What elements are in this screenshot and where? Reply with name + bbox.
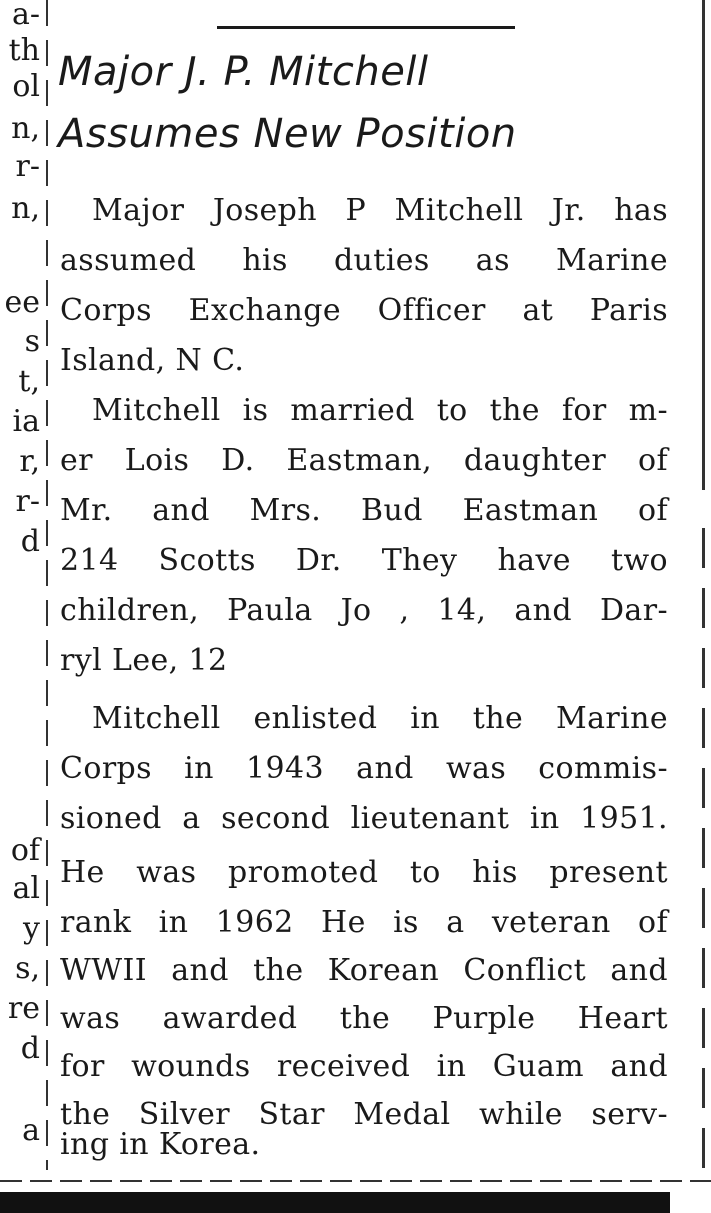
fragment-text: n, xyxy=(11,111,40,146)
body-line: rank in 1962 He is a veteran of xyxy=(60,905,668,940)
fragment-text: r- xyxy=(15,149,40,184)
fragment-text: ol xyxy=(12,69,40,104)
bottom-black-bar xyxy=(0,1192,670,1213)
fragment-text: ee xyxy=(4,285,40,320)
bottom-dashed-rule xyxy=(0,1180,711,1182)
fragment-text: d xyxy=(20,524,40,559)
fragment-text: ia xyxy=(12,404,40,439)
body-line: ing in Korea. xyxy=(60,1127,261,1162)
fragment-text: al xyxy=(12,871,40,906)
body-line: assumed his duties as Marine xyxy=(60,243,668,278)
fragment-text: t, xyxy=(18,364,40,399)
body-line: sioned a second lieutenant in 1951. xyxy=(60,801,668,836)
column-divider-right-lower xyxy=(702,528,705,1178)
fragment-text: a xyxy=(22,1113,40,1148)
adjacent-column-fragments xyxy=(0,0,44,1213)
body-line: for wounds received in Guam and xyxy=(60,1049,668,1084)
fragment-text: th xyxy=(8,33,40,68)
body-line: Mitchell is married to the for m- xyxy=(92,393,668,428)
fragment-text: a- xyxy=(11,0,40,32)
fragment-text: of xyxy=(10,833,40,868)
body-line: 214 Scotts Dr. They have two xyxy=(60,543,668,578)
column-divider-right-upper xyxy=(702,0,705,490)
headline-line-2: Assumes New Position xyxy=(58,111,517,157)
body-line: Mr. and Mrs. Bud Eastman of xyxy=(60,493,668,528)
fragment-text: r, xyxy=(19,444,40,479)
fragment-text: n, xyxy=(11,191,40,226)
body-line: He was promoted to his present xyxy=(60,855,668,890)
body-line: children, Paula Jo , 14, and Dar- xyxy=(60,593,668,628)
fragment-text: y xyxy=(23,911,40,946)
body-line: WWII and the Korean Conflict and xyxy=(60,953,668,988)
fragment-text: s, xyxy=(15,951,40,986)
fragment-text: r- xyxy=(15,484,40,519)
body-line: ryl Lee, 12 xyxy=(60,643,228,678)
fragment-text: d xyxy=(20,1031,40,1066)
body-line: Island, N C. xyxy=(60,343,245,378)
body-line: Corps in 1943 and was commis- xyxy=(60,751,668,786)
body-line: Major Joseph P Mitchell Jr. has xyxy=(92,193,668,228)
body-line: was awarded the Purple Heart xyxy=(60,1001,668,1036)
fragment-text: re xyxy=(7,991,40,1026)
body-line: Corps Exchange Officer at Paris xyxy=(60,293,668,328)
column-divider-left xyxy=(46,0,48,1170)
body-line: er Lois D. Eastman, daughter of xyxy=(60,443,668,478)
fragment-text: s xyxy=(24,324,40,359)
body-line: the Silver Star Medal while serv- xyxy=(60,1097,668,1132)
body-line: Mitchell enlisted in the Marine xyxy=(92,701,668,736)
headline-top-rule xyxy=(217,26,515,29)
headline-line-1: Major J. P. Mitchell xyxy=(58,49,429,95)
